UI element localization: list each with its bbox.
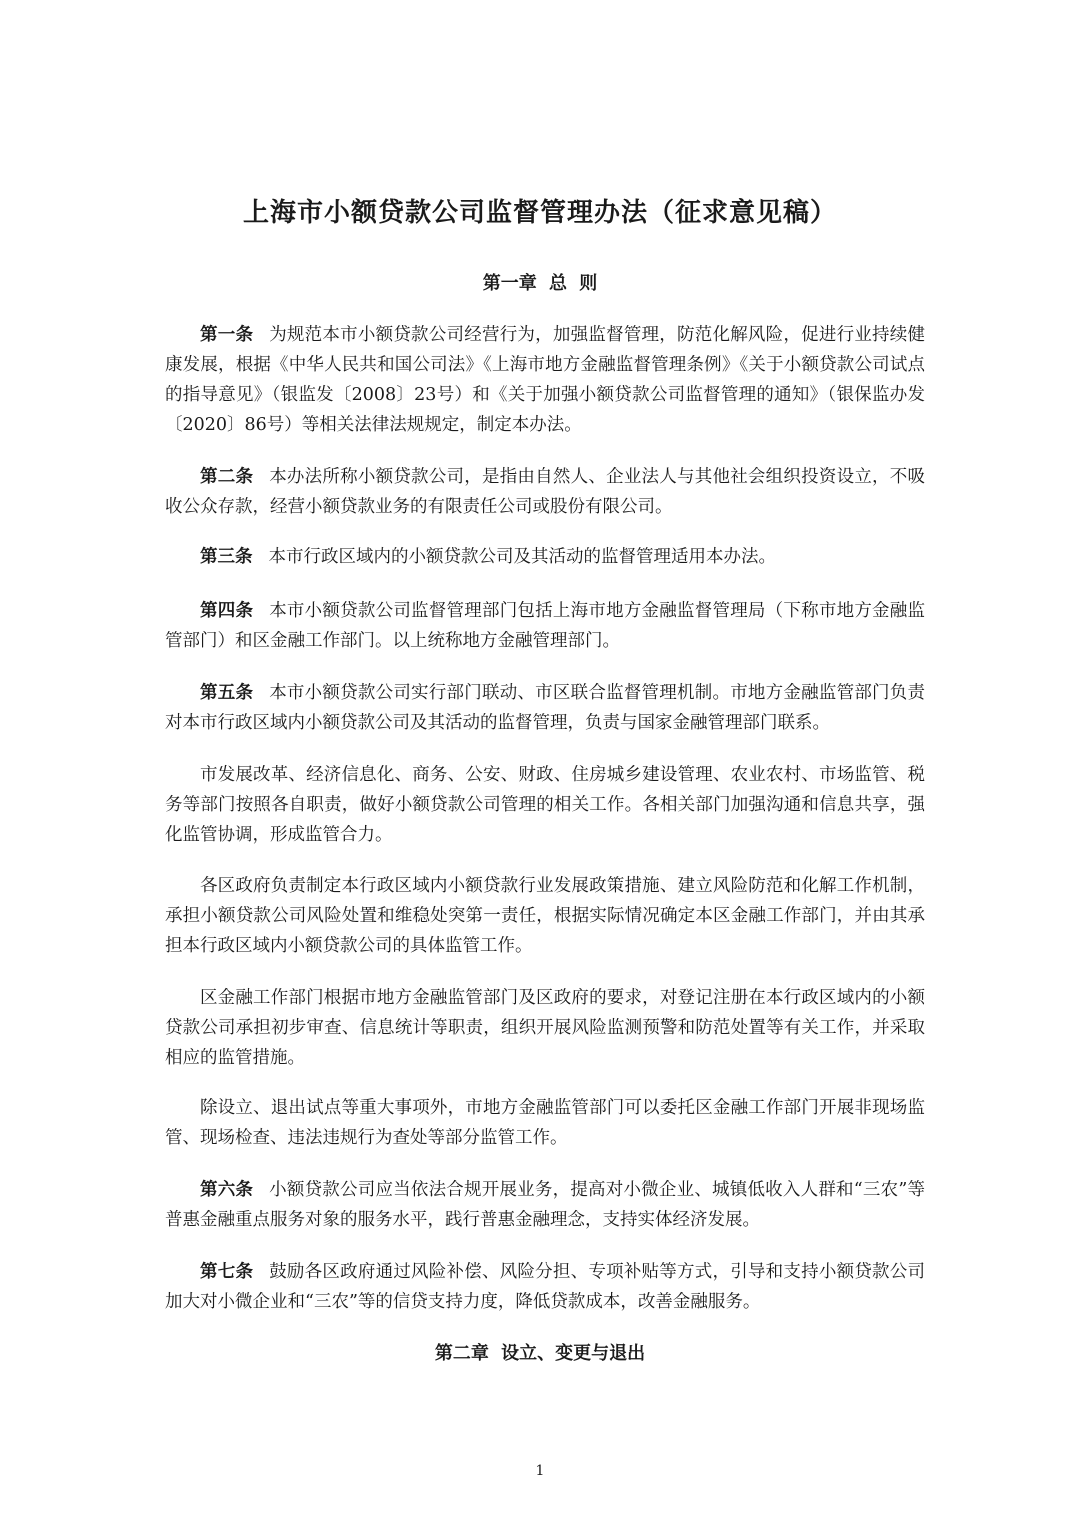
article-6-text: 小额贷款公司应当依法合规开展业务，提高对小微企业、城镇低收入人群和“三农”等普惠金融重点服务对象的服务水平，践行普惠金融理念，支持实体经济发展。 (165, 1180, 926, 1230)
article-5-paragraph-2: 市发展改革、经济信息化、商务、公安、财政、住房城乡建设管理、农业农村、市场监管、税务等部门按照各自职责，做好小额贷款公司管理的相关工作。各相关部门加强沟通和信息共享，强化监管协调，形成监管合力。 (165, 765, 925, 845)
article-2-text: 本办法所称小额贷款公司，是指由自然人、企业法人与其他社会组织投资设立，不吸收公众存款，经营小额贷款业务的有限责任公司或股份有限公司。 (165, 467, 926, 517)
article-5-paragraph-5: 除设立、退出试点等重大事项外，市地方金融监管部门可以委托区金融工作部门开展非现场监管、现场检查、违法违规行为查处等部分监管工作。 (165, 1098, 925, 1148)
article-5 (165, 678, 925, 738)
article-4-text: 本市小额贷款公司监督管理部门包括上海市地方金融监督管理局（下称市地方金融监管部门）和区金融工作部门。以上统称地方金融管理部门。 (165, 601, 926, 651)
article-6 (165, 1175, 925, 1235)
article-5-text: 本市小额贷款公司实行部门联动、市区联合监督管理机制。市地方金融监管部门负责对本市行政区域内小额贷款公司及其活动的监督管理，负责与国家金融管理部门联系。 (165, 683, 926, 733)
article-7-label: 第七条 (200, 1262, 254, 1282)
article-4-label: 第四条 (200, 601, 254, 621)
article-3-text: 本市行政区域内的小额贷款公司及其活动的监督管理适用本办法。 (268, 547, 776, 567)
page-number: 1 (535, 1463, 545, 1479)
article-2 (165, 462, 925, 522)
article-7-text: 鼓励各区政府通过风险补偿、风险分担、专项补贴等方式，引导和支持小额贷款公司加大对小微企业和“三农”等的信贷支持力度，降低贷款成本，改善金融服务。 (165, 1262, 926, 1312)
chapter-2-heading: 第二章 设立、变更与退出 (434, 1343, 646, 1364)
article-2-label: 第二条 (200, 467, 254, 487)
article-1 (165, 320, 925, 440)
article-5-paragraph-4: 区金融工作部门根据市地方金融监管部门及区政府的要求，对登记注册在本行政区域内的小额贷款公司承担初步审查、信息统计等职责，组织开展风险监测预警和防范处置等有关工作，并采取相应的监管措施。 (165, 988, 925, 1068)
article-5-paragraph-3: 各区政府负责制定本行政区域内小额贷款行业发展政策措施、建立风险防范和化解工作机制，承担小额贷款公司风险处置和维稳处突第一责任，根据实际情况确定本区金融工作部门，并由其承担本行政区域内小额贷款公司的具体监管工作。 (165, 876, 925, 956)
article-4 (165, 596, 925, 656)
article-1-text: 为规范本市小额贷款公司经营行为，加强监督管理，防范化解风险，促进行业持续健康发展，根据《中华人民共和国公司法》《上海市地方金融监督管理条例》《关于小额贷款公司试点的指导意见》（银监发〔2008〕23号）和《关于加强小额贷款公司监督管理的通知》（银保监办发〔2020〕86号）等相关法律法规规定，制定本办法。 (165, 325, 926, 435)
article-3 (165, 542, 925, 572)
chapter-1-heading: 第一章 总 则 (482, 273, 598, 294)
article-6-label: 第六条 (200, 1180, 254, 1200)
article-5-label: 第五条 (200, 683, 254, 703)
article-7 (165, 1257, 925, 1317)
document-title: 上海市小额贷款公司监督管理办法（征求意见稿） (242, 198, 837, 228)
article-1-label: 第一条 (200, 325, 254, 345)
article-3-label: 第三条 (200, 547, 253, 567)
